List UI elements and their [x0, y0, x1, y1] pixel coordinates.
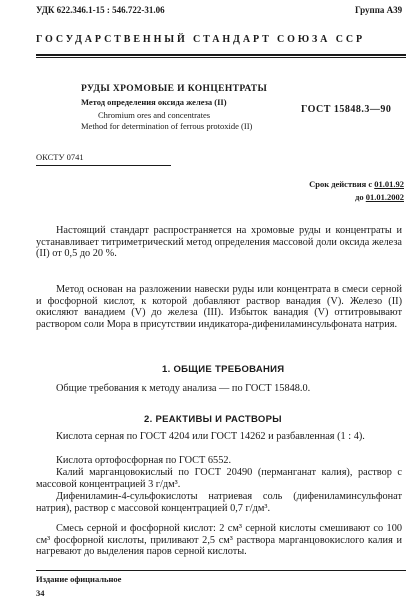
reagent-indicator: Дифениламин-4-сульфокислоты натриевая соль (дифениламинсульфонат натрия), раствор с массовой концентрацией 0,7 г/дм³. — [36, 491, 402, 514]
english-title-line1: Chromium ores and concentrates — [98, 110, 211, 120]
validity-end-label: до — [355, 192, 364, 202]
validity-end-date: 01.01.2002 — [365, 192, 404, 202]
reagent-sulfuric-acid: Кислота серная по ГОСТ 4204 или ГОСТ 14262 и разбавленная (1 : 4). — [56, 431, 365, 442]
section-2-heading: 2. РЕАКТИВЫ И РАСТВОРЫ — [144, 414, 282, 425]
standard-header: ГОСУДАРСТВЕННЫЙ СТАНДАРТ СОЮЗА ССР — [36, 34, 365, 45]
validity-start-date: 01.01.92 — [374, 179, 404, 189]
document-subtitle: Метод определения оксида железа (II) — [81, 97, 227, 107]
validity-start-label: Срок действия с — [309, 179, 373, 189]
okstu-rule — [36, 165, 171, 166]
english-title-line2: Method for determination of ferrous protoxide (II) — [81, 121, 253, 131]
section-1-text: Общие требования к методу анализа — по ГОСТ 15848.0. — [56, 383, 311, 394]
header-rule-thin — [36, 57, 406, 58]
section-1-heading: 1. ОБЩИЕ ТРЕБОВАНИЯ — [162, 364, 285, 375]
document-title: РУДЫ ХРОМОВЫЕ И КОНЦЕНТРАТЫ — [81, 84, 268, 94]
method-paragraph: Метод основан на разложении навески руды или концентрата в смеси серной и фосфорной кислот, к которой добавляют раствор ванадия (V). Железо (II) окисляют ванадием (V) до железа (III). Избыток ванадия (V) оттитровывают раствором соли Мора в присутствии индикатора-дифениламинсульфоната натрия. — [36, 284, 402, 330]
intro-paragraph: Настоящий стандарт распространяется на хромовые руды и концентраты и устанавливает титриметрический метод определения массовой доли оксида железа (II) от 0,5 до 20 %. — [36, 225, 402, 260]
header-rule-thick — [36, 54, 406, 56]
validity-start — [309, 179, 404, 189]
official-edition-label: Издание официальное — [36, 574, 122, 584]
footer-rule — [36, 570, 406, 571]
group-code: Группа А39 — [355, 5, 403, 15]
reagent-permanganate: Калий марганцовокислый по ГОСТ 20490 (перманганат калия), раствор с массовой концентрацией 3 г/дм³. — [36, 467, 402, 490]
gost-number: ГОСТ 15848.3—90 — [301, 104, 392, 115]
page-number: 34 — [36, 588, 45, 598]
reagent-acid-mixture: Смесь серной и фосфорной кислот: 2 см³ серной кислоты смешивают со 100 см³ фосфорной кислоты, приливают 2,5 см³ раствора марганцовокислого калия и нагревают до выделения паров серной кислоты. — [36, 523, 402, 558]
validity-end — [355, 192, 404, 202]
udk-code: УДК 622.346.1-15 : 546.722-31.06 — [36, 5, 165, 15]
okstu-code: ОКСТУ 0741 — [36, 152, 84, 162]
reagent-phosphoric-acid: Кислота ортофосфорная по ГОСТ 6552. — [56, 455, 232, 466]
